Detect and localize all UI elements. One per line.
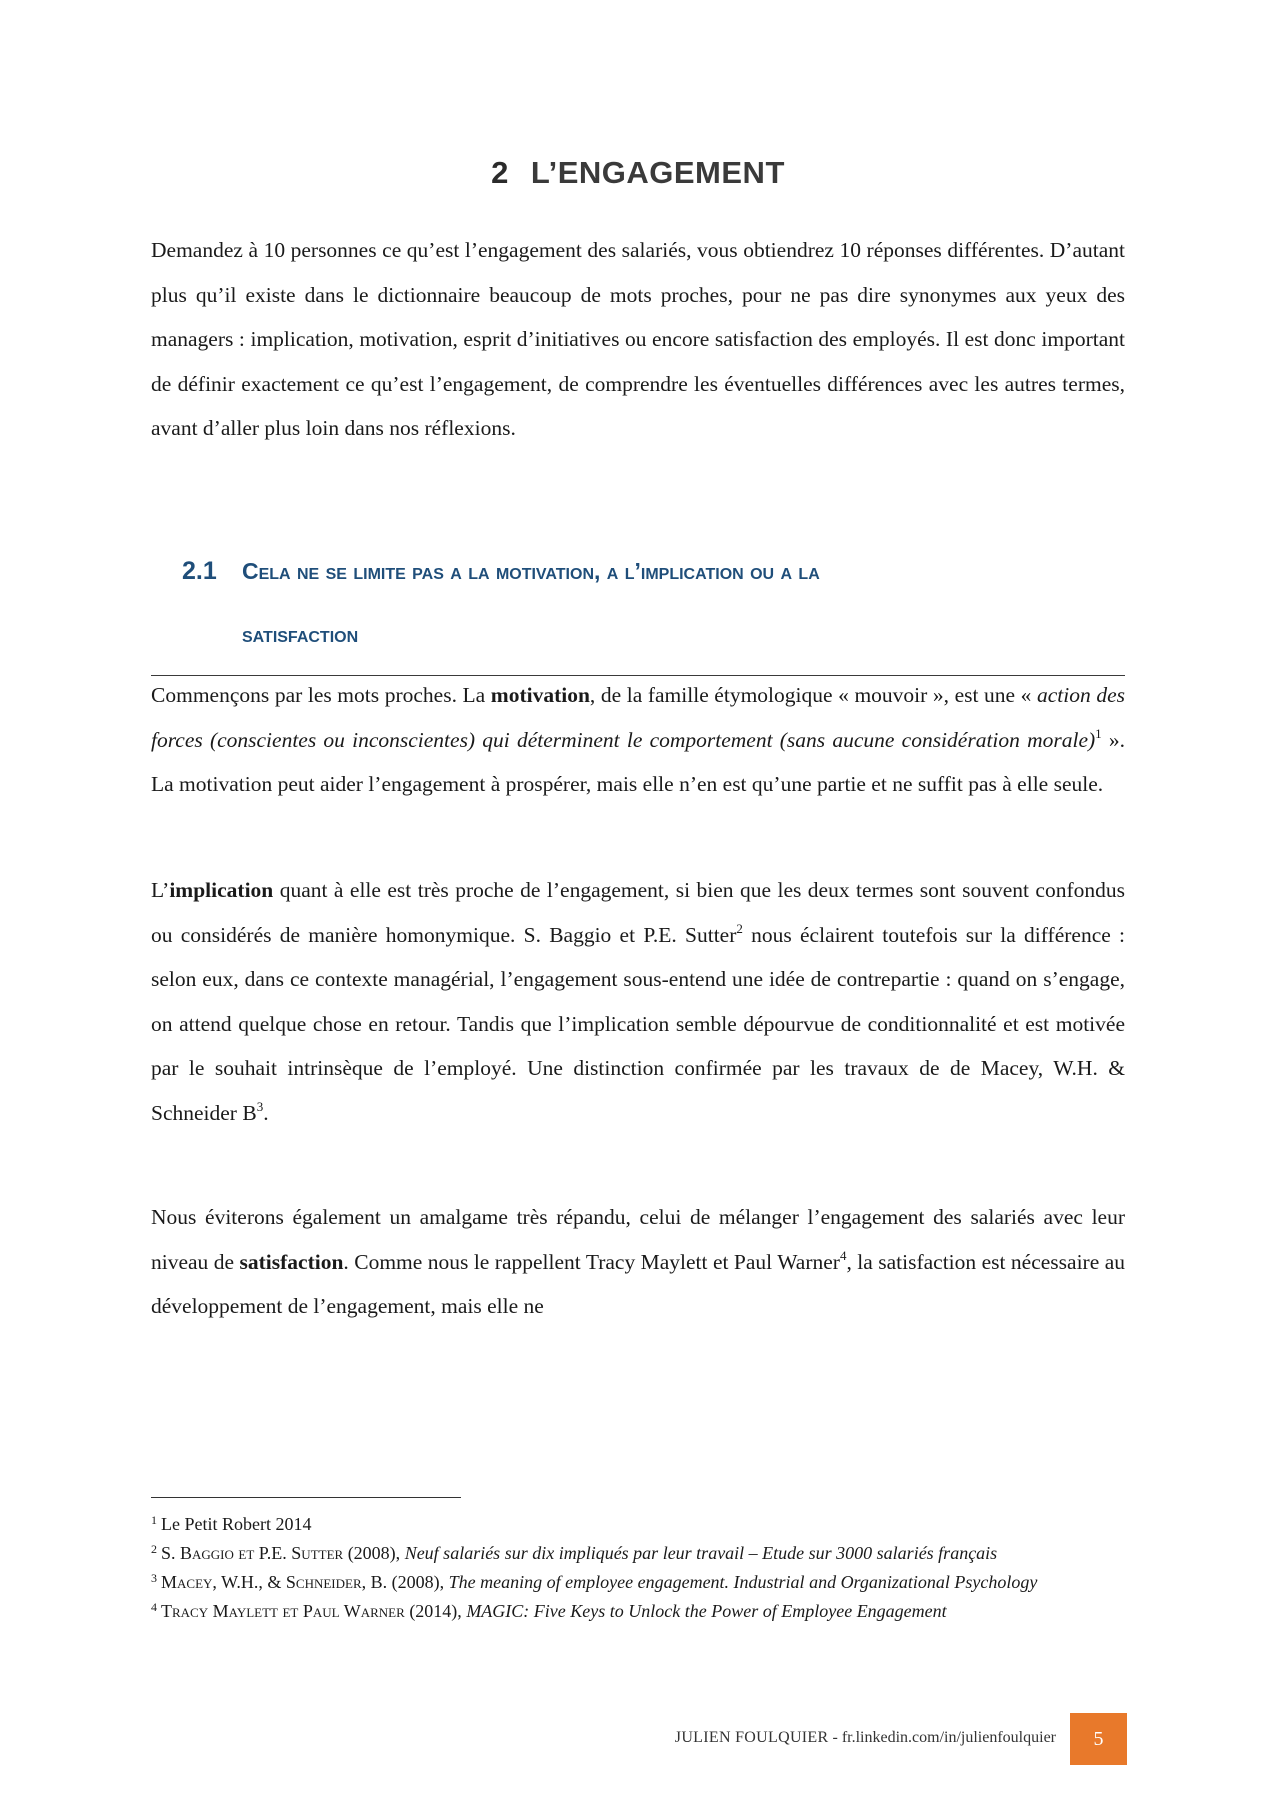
footnote-ref-3[interactable]: 3	[256, 1098, 264, 1114]
paragraph-satisfaction: Nous éviterons également un amalgame très répandu, celui de mélanger l’engagement des salariés avec leur niveau de satisfaction. Comme nous le rappellent Tracy Maylett et Paul Warner$^4$, la satisfaction est nécessaire au développement de l’engagement, mais elle ne	[151, 1205, 1125, 1318]
footnote-ref-4[interactable]: 4	[839, 1247, 847, 1263]
paragraph-motivation: Commençons par les mots proches. La motivation, de la famille étymologique « mouvoir », est une « action des forces (conscientes ou inconscientes) qui déterminent le comportement (sans aucune considération morale)$^1$ ». La motivation peut aider l’engagement à prospérer, mais elle n’en est qu’une partie et ne suffit pas à elle seule.	[151, 683, 1125, 796]
footer-credit: JULIEN FOULQUIER - fr.linkedin.com/in/julienfoulquier	[674, 1729, 1056, 1746]
intro-paragraph: Demandez à 10 personnes ce qu’est l’engagement des salariés, vous obtiendrez 10 réponses différentes. D’autant plus qu’il existe dans le dictionnaire beaucoup de mots proches, pour ne pas dire synonymes aux yeux des managers : implication, motivation, esprit d’initiatives ou encore satisfaction des employés. Il est donc important de définir exactement ce qu’est l’engagement, de comprendre les éventuelles différences avec les autres termes, avant d’aller plus loin dans nos réflexions.	[151, 238, 1125, 440]
quote-definition: action des forces (conscientes ou inconscientes) qui déterminent le comportement (sans aucune considération morale)	[151, 683, 1125, 752]
chapter-title: L’ENGAGEMENT	[530, 155, 785, 190]
term-motivation: motivation	[490, 683, 590, 707]
chapter-heading	[0, 155, 1276, 191]
term-satisfaction: satisfaction	[239, 1249, 344, 1274]
footnote-separator	[151, 1497, 461, 1498]
section-heading	[182, 540, 1142, 647]
section-title-line2: satisfaction	[242, 621, 359, 647]
footnotes	[151, 1508, 1125, 1624]
footnote-1: $^1$ Le Petit Robert 2014	[151, 1513, 312, 1534]
footnote-4: $^4$ Tracy Maylett et Paul Warner (2014), MAGIC: Five Keys to Unlock the Power of Employee Engagement	[151, 1600, 947, 1621]
footer-author: JULIEN FOULQUIER	[674, 1729, 829, 1746]
section-number: 2.1	[182, 557, 217, 585]
section-title-line1: Cela ne se limite pas a la motivation, a l’implication ou a la	[242, 558, 820, 584]
footnote-ref-1[interactable]: 1	[1095, 725, 1102, 741]
footer-link[interactable]: fr.linkedin.com/in/julienfoulquier	[841, 1729, 1056, 1746]
footnote-2: $^2$ S. Baggio et P.E. Sutter (2008), Neuf salariés sur dix impliqués par leur travail – Etude sur 3000 salariés français	[151, 1542, 998, 1563]
page-footer	[0, 1713, 1276, 1765]
page-number: 5	[1070, 1713, 1127, 1765]
chapter-number: 2	[491, 155, 509, 190]
footnote-3: $^3$ Macey, W.H., & Schneider, B. (2008), The meaning of employee engagement. Industrial and Organizational Psychology	[151, 1571, 1038, 1592]
footnote-ref-2[interactable]: 2	[736, 920, 743, 936]
paragraph-implication: L’implication quant à elle est très proche de l’engagement, si bien que les deux termes sont souvent confondus ou considérés de manière homonymique. S. Baggio et P.E. Sutter$^2$ nous éclairent toutefois sur la différence : selon eux, dans ce contexte managérial, l’engagement sous-entend une idée de contrepartie : quand on s’engage, on attend quelque chose en retour. Tandis que l’implication semble dépourvue de conditionnalité et est motivée par le souhait intrinsèque de l’employé. Une distinction confirmée par les travaux de de Macey, W.H. & Schneider $B^3$.	[151, 878, 1125, 1125]
term-implication: implication	[169, 878, 274, 902]
